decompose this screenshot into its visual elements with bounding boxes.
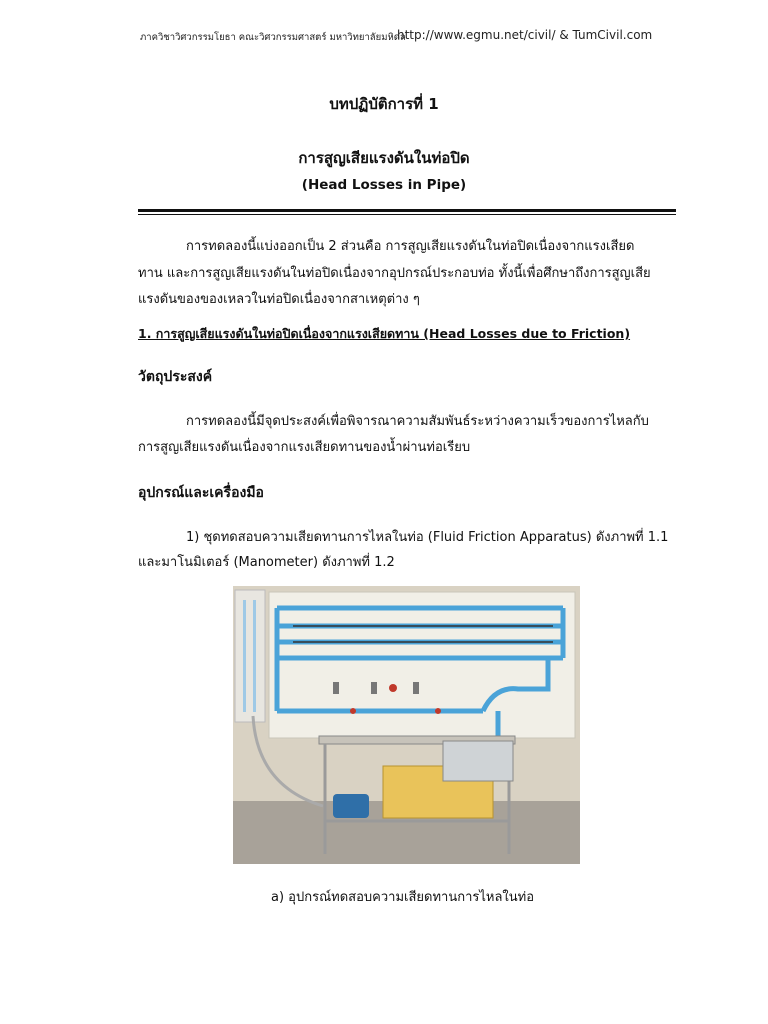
title-rule-thick — [138, 209, 676, 212]
manometer-tube — [243, 600, 246, 712]
topic-title-english: (Head Losses in Pipe) — [301, 177, 467, 193]
manometer-tube — [253, 600, 256, 712]
objective-line-1: การทดลองนี้มีจุดประสงค์เพื่อพิจารณาความสัมพันธ์ระหว่างความเร็วของการไหลกับ — [186, 414, 649, 429]
objective-line-2: การสูญเสียแรงดันเนื่องจากแรงเสียดทานของน้ำผ่านท่อเรียบ — [138, 440, 471, 455]
equipment-heading: อุปกรณ์และเครื่องมือ — [138, 485, 264, 501]
intro-line-3: แรงดันของของเหลวในท่อปิดเนื่องจากสาเหตุต่าง ๆ — [138, 292, 420, 307]
header-department: ภาควิชาวิศวกรรมโยธา คณะวิศวกรรมศาสตร์ มหาวิทยาลัยมหิดล — [140, 32, 406, 43]
intro-line-2: ทาน และการสูญเสียแรงดันในท่อปิดเนื่องจากอุปกรณ์ประกอบท่อ ทั้งนี้เพื่อศึกษาถึงการสูญเสีย — [138, 266, 651, 281]
equipment-line-2: และมาโนมิเตอร์ (Manometer) ดังภาพที่ 1.2 — [138, 555, 395, 570]
objective-heading: วัตถุประสงค์ — [138, 369, 213, 385]
volumetric-tank — [443, 741, 513, 781]
intro-line-1: การทดลองนี้แบ่งออกเป็น 2 ส่วนคือ การสูญเสียแรงดันในท่อปิดเนื่องจากแรงเสียด — [186, 239, 635, 254]
figure-caption: a) อุปกรณ์ทดสอบความเสียดทานการไหลในท่อ — [271, 890, 535, 905]
manometer-panel — [235, 590, 265, 722]
equipment-line-1: 1) ชุดทดสอบความเสียดทานการไหลในท่อ (Fluid Friction Apparatus) ดังภาพที่ 1.1 — [186, 530, 669, 545]
section-1-heading: 1. การสูญเสียแรงดันในท่อปิดเนื่องจากแรงเสียดทาน (Head Losses due to Friction) — [138, 326, 631, 341]
topic-title-thai: การสูญเสียแรงดันในท่อปิด — [298, 149, 470, 167]
apparatus-board — [269, 592, 575, 738]
title-rule-thin — [138, 214, 676, 215]
fluid-friction-apparatus-photo — [233, 586, 580, 864]
header-urls: http://www.egmu.net/civil/ & TumCivil.com — [397, 28, 653, 42]
pump — [333, 794, 369, 818]
lab-title: บทปฏิบัติการที่ 1 — [329, 95, 439, 113]
